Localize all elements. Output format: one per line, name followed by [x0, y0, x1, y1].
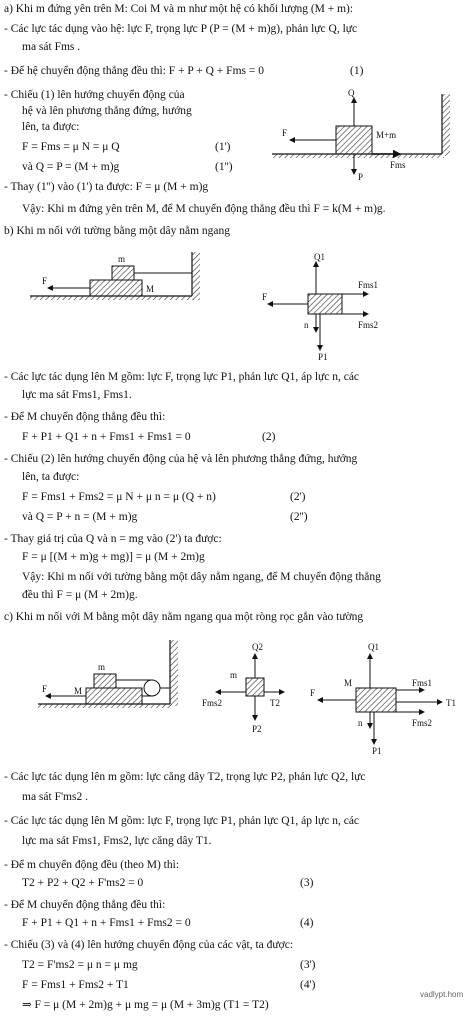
b-line-9: - Thay giá trị của Q và n = mg vào (2') ta được:	[4, 533, 222, 545]
fig-b1-m-label: m	[118, 254, 126, 264]
b-eq-tag-2: (2)	[262, 431, 276, 443]
c-line-3: - Các lực tác dụng lên M gồm: lực F, trọng lực P1, phản lực Q1, áp lực n, các	[4, 815, 360, 827]
c-eq-tag-3: (3)	[300, 877, 314, 889]
a-line-4: - Chiếu (1) lên hướng chuyển động của	[4, 89, 185, 101]
c-line-7: - Để M chuyển động thẳng đều thì:	[4, 899, 166, 911]
figure-c-setup	[30, 636, 180, 716]
watermark: vadlypt.hom	[420, 990, 464, 999]
fig-c2-m-label: m	[230, 670, 238, 680]
fig-b2-Fms1-label: Fms1	[358, 280, 379, 290]
c-line-5: - Để m chuyển động đều (theo M) thì:	[4, 859, 180, 871]
fig-b2-Fms2-label: Fms2	[358, 320, 379, 330]
figure-c-M-forces	[306, 640, 462, 756]
b-line-10: F = μ [(M + m)g + mg)] = μ (M + 2m)g	[22, 551, 205, 563]
fig-b2-n-label: n	[304, 320, 309, 330]
section-a-header: a) Khi m đứng yên trên M: Coi M và m như một hệ có khối lượng (M + m):	[4, 3, 354, 15]
fig-b1-F-label: F	[42, 276, 48, 286]
fig-b2-P1-label: P1	[318, 352, 328, 362]
fig-b1-M-label: M	[146, 284, 155, 294]
a-line-5: hệ và lên phương thẳng đứng, hướng	[22, 105, 192, 117]
a-eq-tag-1: (1)	[350, 65, 364, 77]
figure-a	[262, 84, 462, 194]
a-line-10: Vậy: Khi m đứng yên trên M, để M chuyển động thẳng đều thì F = k(M + m)g.	[22, 203, 386, 215]
b-line-11: Vậy: Khi m nối với tường bằng một dây nằm ngang, để M chuyển động thẳng	[22, 571, 381, 583]
c-line-6: T2 + P2 + Q2 + F'ms2 = 0	[22, 877, 144, 889]
fig-c3-P1-label: P1	[372, 746, 382, 756]
b-eq-tag-2pp: (2'')	[290, 511, 308, 523]
figure-c-m-forces	[200, 640, 290, 740]
fig-a-Fms-label: Fms	[390, 160, 406, 170]
c-eq-tag-3p: (3')	[300, 959, 316, 971]
fig-b2-F-label: F	[262, 292, 268, 302]
a-line-9: - Thay (1'') vào (1') ta được: F = μ (M + m)g	[4, 181, 209, 193]
fig-c3-Q1-label: Q1	[368, 642, 379, 652]
c-line-11: F = Fms1 + Fms2 + T1	[22, 979, 129, 991]
a-line-3: - Để hệ chuyển động thẳng đều thì: F + P + Q + Fms = 0	[4, 65, 264, 77]
a-line-8: và Q = P = (M + m)g	[22, 161, 120, 173]
c-line-8: F + P1 + Q1 + n + Fms1 + Fms2 = 0	[22, 917, 191, 929]
c-line-9: - Chiếu (3) và (4) lên hướng chuyển động của các vật, ta được:	[4, 939, 294, 951]
section-b-header: b) Khi m nối với tường bằng một dây nằm ngang	[4, 225, 231, 237]
fig-c3-F-label: F	[310, 688, 316, 698]
figure-b-forces	[258, 250, 408, 362]
fig-a-P-label: P	[358, 172, 364, 182]
fig-c2-P2-label: P2	[252, 724, 262, 734]
fig-b2-Q1-label: Q1	[314, 252, 325, 262]
c-line-2: ma sát F'ms2 .	[22, 791, 88, 803]
c-line-12: ⇒ F = μ (M + 2m)g + μ mg = μ (M + 3m)g (T1 = T2)	[22, 999, 269, 1011]
a-line-7: F = Fms = μ N = μ Q	[22, 141, 120, 153]
b-eq-tag-2p: (2')	[290, 491, 306, 503]
c-line-4: lực ma sát Fms1, Fms2, lực căng dây T1.	[22, 835, 212, 847]
a-eq-tag-1p: (1')	[215, 141, 231, 153]
fig-c1-m-label: m	[98, 662, 106, 672]
b-line-8: và Q = P + n = (M + m)g	[22, 511, 138, 523]
a-line-2: ma sát Fms .	[22, 41, 81, 53]
c-line-1: - Các lực tác dụng lên m gồm: lực căng dây T2, trọng lực P2, phản lực Q2, lực	[4, 771, 366, 783]
fig-c3-T1-label: T1	[446, 698, 456, 708]
fig-c2-T2-label: T2	[270, 698, 280, 708]
a-line-6: lên, ta được:	[22, 121, 80, 133]
b-line-4: F + P1 + Q1 + n + Fms1 + Fms1 = 0	[22, 431, 191, 443]
b-line-2: lực ma sát Fms1, Fms1.	[22, 389, 132, 401]
b-line-6: lên, ta được:	[22, 471, 80, 483]
fig-c2-Fms2-label: Fms2	[202, 698, 223, 708]
fig-c3-Fms1-label: Fms1	[412, 678, 433, 688]
fig-a-Q-label: Q	[348, 88, 355, 98]
fig-c1-M-label: M	[74, 686, 83, 696]
fig-c2-Q2-label: Q2	[252, 642, 263, 652]
b-line-5: - Chiếu (2) lên hướng chuyển động của hệ và lên phương thẳng đứng, hướng	[4, 453, 358, 465]
c-eq-tag-4: (4)	[300, 917, 314, 929]
b-line-1: - Các lực tác dụng lên M gồm: lực F, trọng lực P1, phản lực Q1, áp lực n, các	[4, 371, 360, 383]
section-c-header: c) Khi m nối với M bằng một dây nằm ngang qua một ròng rọc gắn vào tường	[4, 611, 364, 623]
b-line-3: - Để M chuyển động thẳng đều thì:	[4, 411, 166, 423]
fig-a-F-label: F	[282, 128, 288, 138]
fig-a-Mm-label: M+m	[376, 130, 397, 140]
b-line-12: đều thì F = μ (M + 2m)g.	[22, 589, 138, 601]
a-eq-tag-1pp: (1'')	[215, 161, 233, 173]
fig-c3-Fms2-label: Fms2	[412, 718, 433, 728]
figure-b-setup	[20, 246, 210, 316]
b-line-7: F = Fms1 + Fms2 = μ N + μ n = μ (Q + n)	[22, 491, 216, 503]
fig-c3-M-label: M	[344, 678, 353, 688]
a-line-1: - Các lực tác dụng vào hệ: lực F, trọng lực P (P = (M + m)g), phản lực Q, lực	[4, 23, 358, 35]
c-line-10: T2 = F'ms2 = μ n = μ mg	[22, 959, 138, 971]
fig-c3-n-label: n	[358, 718, 363, 728]
c-eq-tag-4p: (4')	[300, 979, 316, 991]
fig-c1-F-label: F	[42, 684, 48, 694]
